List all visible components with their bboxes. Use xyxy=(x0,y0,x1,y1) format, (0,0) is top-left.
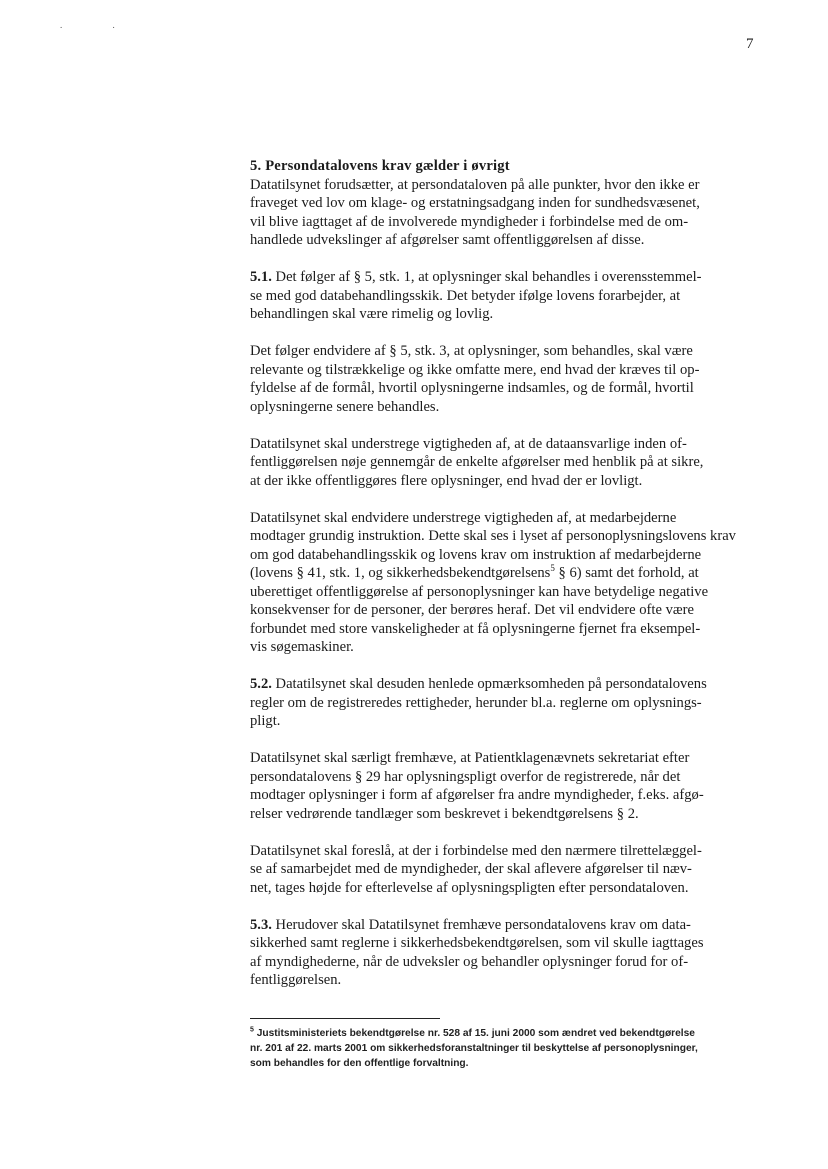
text-line: relevante og tilstrækkelige og ikke omfatte mere, end hvad der kræves til op- xyxy=(250,361,700,378)
text-line: vil blive iagttaget af de involverede myndigheder i forbindelse med de om- xyxy=(250,213,689,230)
section-number: 5.1. xyxy=(250,269,272,285)
text-fragment: Justitsministeriets bekendtgørelse nr. 528 af 15. juni 2000 som ændret ved bekendtgørelse xyxy=(253,1028,695,1039)
text-line: handlede udvekslinger af afgørelser samt offentliggørelsen af disse. xyxy=(250,232,645,248)
text-line xyxy=(250,564,758,583)
text-line: modtager grundig instruktion. Dette skal ses i lyset af personoplysningslovens krav xyxy=(250,528,736,544)
text-fragment: (lovens § 41, stk. 1, og sikkerhedsbekendtgørelsens xyxy=(250,565,551,581)
text-line: se af samarbejdet med de myndigheder, der skal aflevere afgørelser til næv- xyxy=(250,861,692,877)
text-fragment: Datatilsynet skal desuden henlede opmærksomheden på persondatalovens xyxy=(271,676,707,692)
section-heading: 5. Persondatalovens krav gælder i øvrigt xyxy=(250,158,510,174)
text-fragment: Herudover skal Datatilsynet fremhæve persondatalovens krav om data- xyxy=(271,916,691,933)
paragraph xyxy=(250,342,758,416)
text-line xyxy=(250,268,758,287)
text-line: Datatilsynet skal særligt fremhæve, at Patientklagenævnets sekretariat efter xyxy=(250,750,690,766)
footnote-separator xyxy=(250,1018,440,1019)
text-line: regler om de registreredes rettigheder, herunder bl.a. reglerne om oplysnings- xyxy=(250,694,702,711)
text-line: om god databehandlingsskik og lovens krav om instruktion af medarbejderne xyxy=(250,546,702,563)
footnote-reference: 5 xyxy=(550,563,555,574)
text-line: uberettiget offentliggørelse af personoplysninger kan have betydelige negative xyxy=(250,583,709,600)
text-line: konsekvenser for de personer, der berøres heraf. Det vil endvidere ofte være xyxy=(250,602,694,618)
text-line: relser vedrørende tandlæger som beskrevet i bekendtgørelsens § 2. xyxy=(250,805,639,822)
text-line: fyldelse af de formål, hvortil oplysningerne indsamles, og de formål, hvortil xyxy=(250,380,694,396)
text-line xyxy=(250,916,758,935)
text-line xyxy=(250,675,758,694)
text-line: oplysningerne senere behandles. xyxy=(250,398,440,415)
footnote-line: nr. 201 af 22. marts 2001 om sikkerhedsforanstaltninger til beskyttelse af personoplysninger, xyxy=(250,1043,698,1054)
text-line: at der ikke offentliggøres flere oplysninger, end hvad der er lovligt. xyxy=(250,472,643,489)
text-line: se med god databehandlingsskik. Det betyder ifølge lovens forarbejder, at xyxy=(250,287,681,304)
document-body xyxy=(250,157,758,1008)
text-line: modtager oplysninger i form af afgørelser fra andre myndigheder, f.eks. afgø- xyxy=(250,787,704,803)
text-line: pligt. xyxy=(250,713,281,729)
text-line: fraveget ved lov om klage- og erstatningsadgang inden for sundhedsvæsenet, xyxy=(250,195,700,211)
text-line: Datatilsynet skal endvidere understrege vigtigheden af, at medarbejderne xyxy=(250,509,677,526)
page-number: 7 xyxy=(746,36,754,52)
text-line: fentliggørelsen nøje gennemgår de enkelte afgørelser med henblik på at sikre, xyxy=(250,454,704,470)
section-number: 5.2. xyxy=(250,676,272,692)
section-5-1 xyxy=(250,268,758,324)
section-5-2 xyxy=(250,675,758,731)
footnote-line: som behandles for den offentlige forvaltning. xyxy=(250,1058,469,1069)
paragraph xyxy=(250,509,758,657)
text-line: behandlingen skal være rimelig og lovlig. xyxy=(250,306,494,322)
text-line: vis søgemaskiner. xyxy=(250,639,354,655)
text-line: net, tages højde for efterlevelse af oplysningspligten efter persondataloven. xyxy=(250,879,689,896)
text-line: Datatilsynet forudsætter, at persondataloven på alle punkter, hvor den ikke er xyxy=(250,176,700,193)
text-fragment: Det følger af § 5, stk. 1, at oplysninger skal behandles i overensstemmel- xyxy=(271,269,702,285)
text-line: persondatalovens § 29 har oplysningspligt overfor de registrerede, når det xyxy=(250,768,681,785)
section-5-3 xyxy=(250,916,758,990)
paragraph xyxy=(250,842,758,898)
text-line: Datatilsynet skal understrege vigtigheden af, at de dataansvarlige inden of- xyxy=(250,435,687,452)
section-number: 5.3. xyxy=(250,916,272,933)
text-line: forbundet med store vanskeligheder at få oplysningerne fjernet fra eksempel- xyxy=(250,620,701,637)
text-fragment: § 6) samt det forhold, at xyxy=(554,565,699,581)
footnote xyxy=(250,1026,758,1071)
text-line: af myndighederne, når de udveksler og behandler oplysninger forud for of- xyxy=(250,953,689,970)
footnote-mark: 5 xyxy=(250,1026,254,1034)
paragraph xyxy=(250,435,758,491)
text-line: Datatilsynet skal foreslå, at der i forbindelse med den nærmere tilrettelæggel- xyxy=(250,842,702,859)
text-line: fentliggørelsen. xyxy=(250,972,342,988)
scan-specks: . . xyxy=(60,20,139,30)
text-line: sikkerhed samt reglerne i sikkerhedsbekendtgørelsen, som vil skulle iagttages xyxy=(250,935,704,951)
paragraph xyxy=(250,749,758,823)
footnote-line xyxy=(250,1026,758,1041)
section-5 xyxy=(250,157,758,250)
text-line: Det følger endvidere af § 5, stk. 3, at oplysninger, som behandles, skal være xyxy=(250,343,693,359)
